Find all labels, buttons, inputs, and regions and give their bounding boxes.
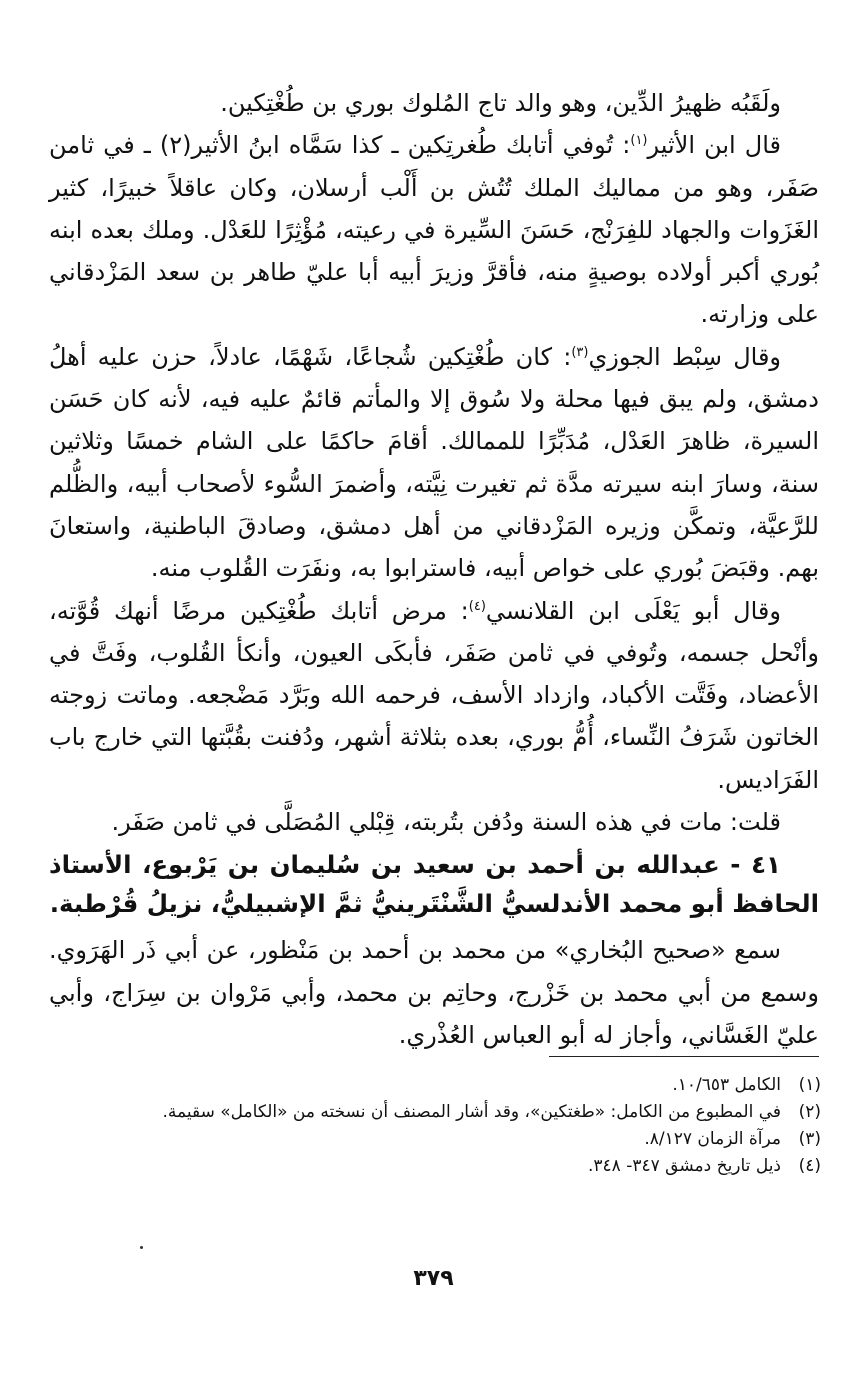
paragraph-3 xyxy=(49,336,819,590)
paragraph-1-text: ولَقَبُه ظهيرُ الدِّين، وهو والد تاج المُلوك بوري بن طُغْتِكين. xyxy=(220,89,781,117)
page-number: ٣٧٩ xyxy=(413,1266,454,1291)
main-text xyxy=(49,82,819,1056)
paragraph-7 xyxy=(49,929,819,1056)
footnote-4-number: (٤) xyxy=(798,1156,821,1176)
footnote-1-text: الكامل ١٠/٦٥٣. xyxy=(672,1075,781,1095)
paragraph-2-lead: قال ابن الأثير xyxy=(647,131,782,160)
paragraph-2-text: : تُوفي أتابك طُغرتِكين ـ كذا سَمَّاه ابنُ الأثير(٢) ـ في ثامن صَفَر، وهو من مماليك الملك تُتُش بن أَلْب أرسلان، وكان عاقلاً خبيرًا، كثير الغَزَوات والجهاد للفِرَنْج، حَسَنَ السِّيرة في رعيته، مُؤْثِرًا للعَدْل. وملك بعده ابنه بُوري أكبر أولاده بوصيةٍ منه، فأقرَّ وزيرَ أبيه أبا عليّ طاهر بن سعد المَزْدقاني على وزارته. xyxy=(49,131,819,329)
entry-heading-41 xyxy=(49,845,819,923)
footnote-divider xyxy=(549,1056,819,1057)
footnote-1 xyxy=(51,1072,821,1099)
paragraph-4-lead: وقال أبو يَعْلَى ابن القلانسي xyxy=(485,596,781,625)
paragraph-3-lead: وقال سِبْط الجوزي xyxy=(588,342,782,371)
paragraph-5 xyxy=(49,801,819,843)
paragraph-2 xyxy=(49,124,819,335)
page-body xyxy=(49,82,819,1056)
footnote-3-number: (٣) xyxy=(798,1129,821,1149)
paragraph-4-text: : مرض أتابك طُغْتِكين مرضًا أنهك قُوَّته، وأنْحل جسمه، وتُوفي في ثامن صَفَر، فأبكَى العيون، وأنكأ القُلوب، وفَتَّ في الأعضاد، وفَتَّت الأكباد، وازداد الأسف، فرحمه الله وبَرَّد مَضْجعه. وماتت زوجته الخاتون شَرَفُ النِّساء، أُمُّ بوري، بعده بثلاثة أشهر، ودُفنت بقُبَّتها التي خارج باب الفَرَاديس. xyxy=(49,596,819,794)
footnotes xyxy=(51,1072,821,1180)
footnote-ref-4[interactable]: (٤) xyxy=(468,598,486,614)
footnote-ref-3[interactable]: (٣) xyxy=(571,344,589,360)
paragraph-5-text: قلت: مات في هذه السنة ودُفن بتُربته، قِبْلي المُصَلَّى في ثامن صَفَر. xyxy=(111,808,781,837)
paragraph-3-text: : كان طُغْتِكين شُجاعًا، شَهْمًا، عادلاً، حزن عليه أهلُ دمشق، ولم يبق فيها محلة ولا سُوق إلا والمأتم قائمٌ عليه فيه، لأنه كان حَسَن السيرة، ظاهرَ العَدْل، مُدَبِّرًا للممالك. أقامَ حاكمًا على الشام خمسًا وثلاثين سنة، وسارَ ابنه سيرته مدَّة ثم تغيرت نِيَّته، وأضمرَ السُّوء لأصحاب أبيه، والظُّلم للرَّعيَّة، وتمكَّن وزيره المَزْدقاني من أهل دمشق، وصادقَ الباطنية، واستعانَ بهم. وقبَضَ بُوري على خواص أبيه، فاسترابوا به، ونفَرَت القُلوب منه. xyxy=(49,342,819,583)
footnote-3 xyxy=(51,1126,821,1153)
footnote-2-text: في المطبوع من الكامل: «طغتكين»، وقد أشار المصنف أن نسخته من «الكامل» سقيمة. xyxy=(162,1102,781,1122)
entry-heading-text: ٤١ - عبدالله بن أحمد بن سعيد بن سُليمان بن يَرْبوع، الأستاذ الحافظ أبو محمد الأندلسيُّ الشَّنْتَرينيُّ ثمَّ الإشبيليُّ، نزيلُ قُرْطبة. xyxy=(49,850,819,919)
paragraph-4 xyxy=(49,590,819,801)
footnote-1-number: (١) xyxy=(798,1075,821,1095)
stray-dot-mark xyxy=(140,1246,143,1249)
footnote-ref-1[interactable]: (١) xyxy=(630,133,648,149)
paragraph-1 xyxy=(49,82,819,124)
footnote-3-text: مرآة الزمان ٨/١٢٧. xyxy=(644,1129,781,1149)
footnote-4 xyxy=(51,1153,821,1180)
paragraph-7-text: سمع «صحيح البُخاري» من محمد بن أحمد بن مَنْظور، عن أبي ذَر الهَرَوي. وسمع من أبي محمد بن خَزْرج، وحاتِم بن محمد، وأبي مَرْوان بن سِرَاج، وأبي عليّ الغَسَّاني، وأجاز له أبو العباس العُذْري. xyxy=(49,936,819,1049)
footnote-4-text: ذيل تاريخ دمشق ٣٤٧- ٣٤٨. xyxy=(588,1156,781,1176)
footnote-2 xyxy=(51,1099,821,1126)
footnote-2-number: (٢) xyxy=(798,1102,821,1122)
